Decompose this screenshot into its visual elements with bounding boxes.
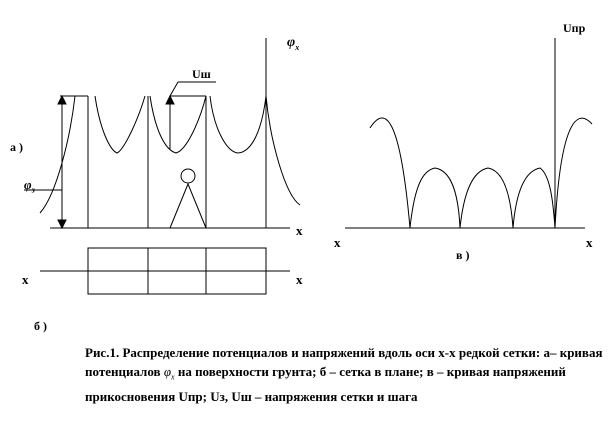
u-sh-arrow [166,96,174,104]
phi-z-subscript: з [31,185,35,195]
caption-text-1: Рис.1. Распределение потенциалов и напряжений вдоль оси x-x редкой сетки: а– кривая потенциалов [85,345,603,379]
phi-z-label [24,178,35,195]
phi-z-symbol: φ [24,177,32,192]
x-label-a-right: x [296,223,303,238]
u-sh-label: Uш [192,67,211,81]
part-b-label: б ) [34,319,47,333]
person-legs [170,184,206,228]
x-label-v-left: x [334,235,341,250]
caption-phi-symbol: φ [163,364,172,379]
phi-x-label [287,36,299,52]
x-label-v-right: x [586,235,593,250]
phi-z-arrow-top [58,96,66,104]
phi-z-arrow-bottom [58,220,66,228]
caption-phi-subscript: x [171,372,175,382]
person-head [181,169,195,183]
phi-x-symbol: φ [287,35,296,50]
caption-text-2: на поверхности грунта; б – сетка в плане; в – кривая напряжений прикосновения Uпр; Uз, Uш – напряжения сетки и шага [85,364,566,404]
touch-voltage-curve [370,118,592,228]
x-label-b-left: x [22,272,29,287]
figure-caption [85,343,605,406]
u-pr-label: Uпр [563,21,586,35]
caption-phi [163,364,175,382]
x-label-b-right: x [296,272,303,287]
part-a-label: а ) [10,140,23,154]
phi-x-subscript: x [295,42,300,52]
part-v-label: в ) [456,248,470,262]
u-sh-leader-diag [170,82,178,96]
